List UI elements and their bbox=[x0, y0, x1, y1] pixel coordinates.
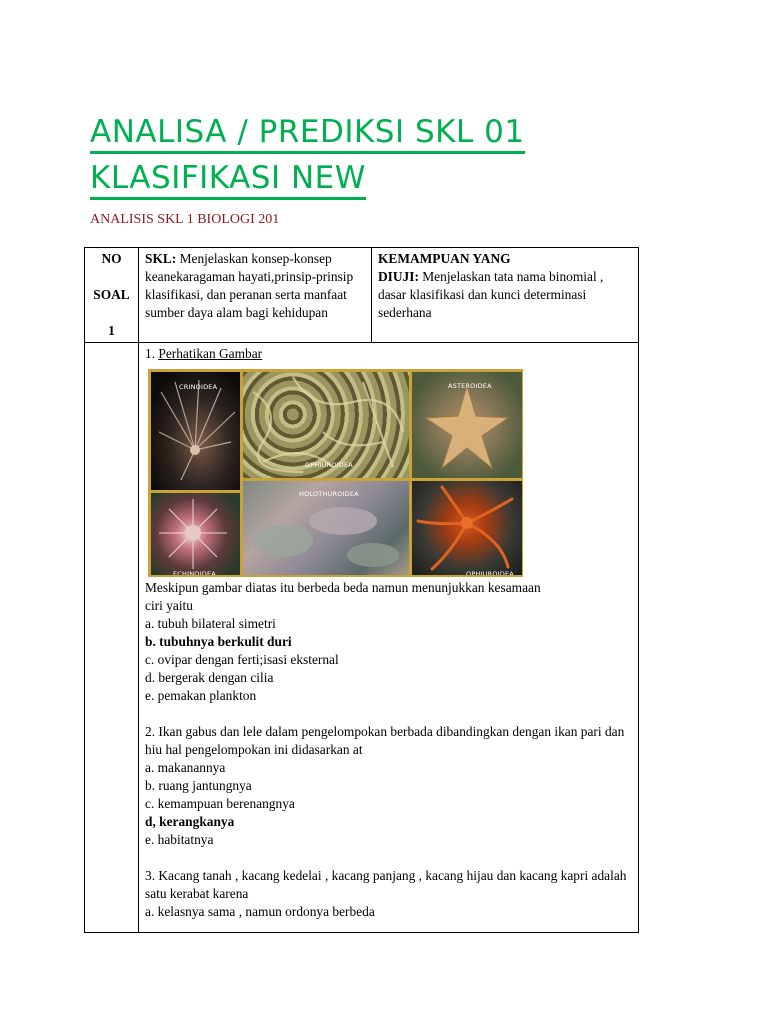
document-subtitle: ANALISIS SKL 1 BIOLOGI 201 bbox=[90, 212, 280, 227]
q1-option-d: d. bergerak dengan cilia bbox=[145, 670, 274, 685]
table-body-row bbox=[85, 343, 639, 933]
label-ophiuroidea-bottom: OPHIUROIDEA bbox=[466, 570, 514, 575]
q2-stem: 2. Ikan gabus dan lele dalam pengelompokan berbada dibandingkan dengan ikan pari dan hiu hal pengelompokan ini didasarkan at bbox=[145, 724, 625, 757]
q1-heading-text: Perhatikan Gambar bbox=[158, 346, 263, 361]
table-header-row bbox=[85, 248, 639, 343]
kemampuan-label: KEMAMPUAN YANG bbox=[378, 251, 511, 266]
no-soal-cell bbox=[85, 248, 139, 343]
photo-ophiuroidea-top bbox=[243, 372, 409, 478]
brittle-star-illustration bbox=[412, 481, 522, 575]
echinoderm-photo-grid bbox=[148, 369, 523, 577]
photo-crinoidea bbox=[151, 372, 240, 490]
label-echinoidea: ECHINOIDEA bbox=[173, 570, 216, 575]
skl-text: Menjelaskan konsep-konsep keanekaragaman hayati,prinsip-prinsip klasifikasi, dan peranan serta manfaat sumber daya alam bagi kehidupan bbox=[145, 251, 354, 320]
photo-asteroidea bbox=[412, 372, 522, 478]
q2-option-e: e. habitatnya bbox=[145, 832, 214, 847]
title-line-2: KLASIFIKASI NEW bbox=[90, 161, 366, 200]
q1-stem-line-2: ciri yaitu bbox=[145, 598, 193, 613]
diuji-text: Menjelaskan tata nama binomial , dasar klasifikasi dan kunci determinasi sederhana bbox=[378, 269, 604, 320]
photo-ophiuroidea-bottom bbox=[412, 481, 522, 575]
q1-stem-line-1: Meskipun gambar diatas itu berbeda beda namun menunjukkan kesamaan bbox=[145, 580, 541, 595]
empty-number-cell bbox=[85, 343, 139, 933]
q2-option-c: c. kemampuan berenangnya bbox=[145, 796, 295, 811]
skl-label: SKL: bbox=[145, 251, 177, 266]
label-holothuroidea: HOLOTHUROIDEA bbox=[299, 490, 359, 498]
label-crinoidea: CRINOIDEA bbox=[179, 383, 218, 391]
q3-stem: 3. Kacang tanah , kacang kedelai , kacang panjang , kacang hijau dan kacang kapri adalah satu kerabat karena bbox=[145, 868, 627, 901]
skl-cell bbox=[139, 248, 372, 343]
label-ophiuroidea-top: OPHIUROIDEA bbox=[305, 461, 353, 469]
diuji-label: DIUJI: bbox=[378, 269, 419, 284]
q1-option-a: a. tubuh bilateral simetri bbox=[145, 616, 276, 631]
title-line-1: ANALISA / PREDIKSI SKL 01 bbox=[90, 115, 525, 154]
document-title bbox=[90, 112, 525, 204]
photo-holothuroidea bbox=[243, 481, 409, 575]
q2-option-d: d, kerangkanya bbox=[145, 814, 235, 829]
no-value: 1 bbox=[108, 323, 115, 338]
q2-option-a: a. makanannya bbox=[145, 760, 226, 775]
no-label: NO bbox=[101, 251, 122, 266]
sea-urchin-illustration bbox=[151, 493, 240, 575]
q1-option-c: c. ovipar dengan ferti;isasi eksternal bbox=[145, 652, 339, 667]
kemampuan-cell bbox=[372, 248, 639, 343]
photo-echinoidea bbox=[151, 493, 240, 575]
questions-cell bbox=[139, 343, 639, 933]
question-table bbox=[84, 247, 639, 933]
soal-label: SOAL bbox=[93, 287, 130, 302]
q1-option-b: b. tubuhnya berkulit duri bbox=[145, 634, 292, 649]
q1-number: 1. bbox=[145, 346, 159, 361]
q2-option-b: b. ruang jantungnya bbox=[145, 778, 252, 793]
label-asteroidea: ASTEROIDEA bbox=[448, 382, 492, 390]
q1-heading bbox=[145, 345, 632, 363]
q3-option-a: a. kelasnya sama , namun ordonya berbeda bbox=[145, 904, 375, 919]
q1-option-e: e. pemakan plankton bbox=[145, 688, 257, 703]
